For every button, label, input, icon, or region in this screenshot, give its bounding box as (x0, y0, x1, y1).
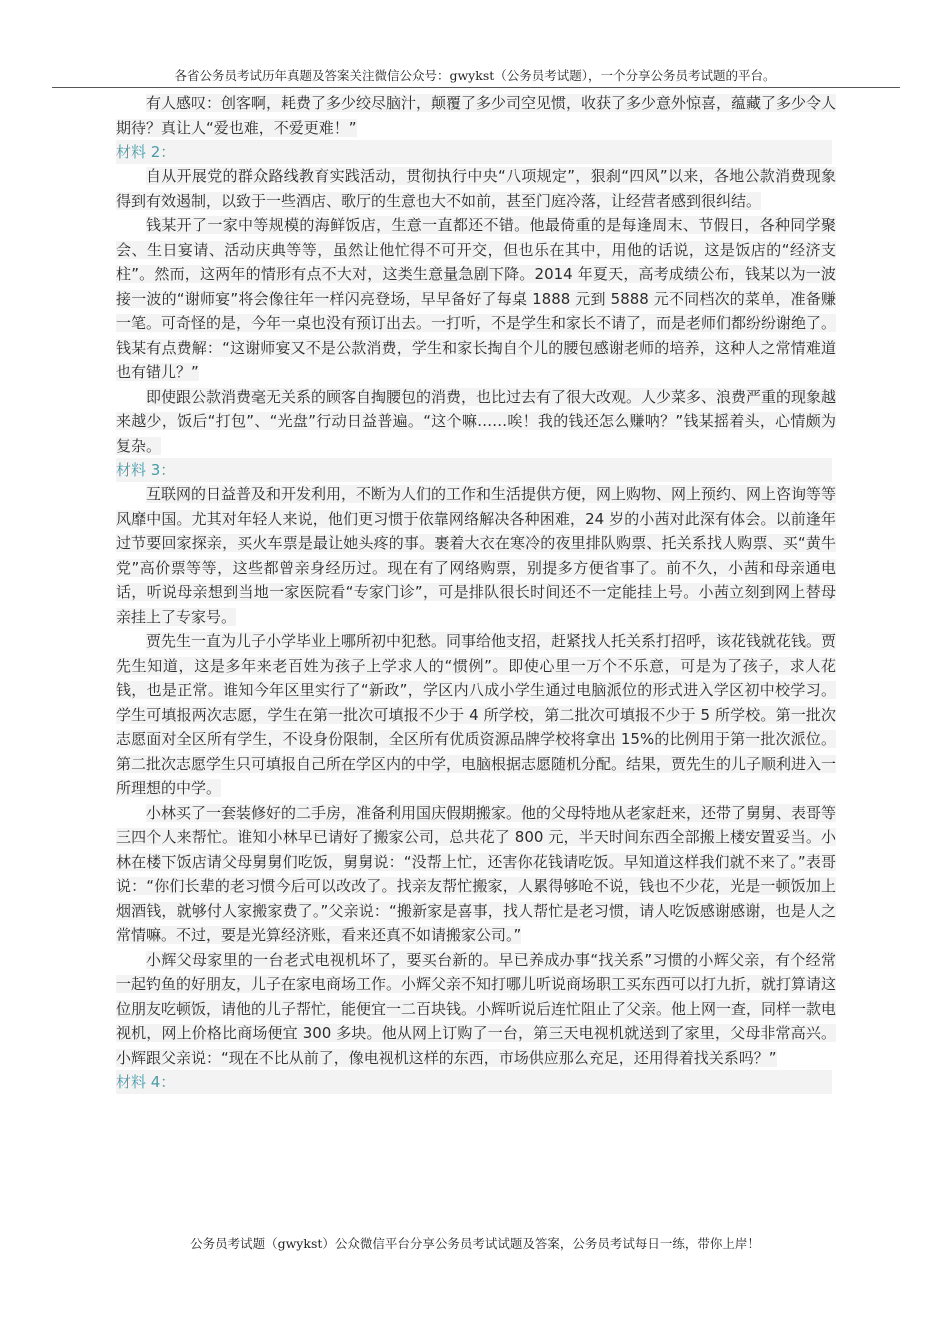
section-heading: 材料 2： (116, 140, 832, 164)
document-body (116, 91, 836, 1094)
section-heading: 材料 3： (116, 458, 832, 482)
page-header: 各省公务员考试历年真题及答案关注微信公众号：gwykst（公务员考试题），一个分享公务员考试题的平台。 (174, 68, 776, 83)
paragraph: 有人感叹：创客啊，耗费了多少绞尽脑汁，颠覆了多少司空见惯，收获了多少意外惊喜，蕴藏了多少令人期待？真让人“爱也难，不爱更难！” (116, 94, 837, 137)
paragraph: 小辉父母家里的一台老式电视机坏了，要买台新的。早已养成办事“找关系”习惯的小辉父亲，有个经常一起钓鱼的好朋友，儿子在家电商场工作。小辉父亲不知打哪儿听说商场职工买东西可以打九折，就打算请这位朋友吃顿饭，请他的儿子帮忙，能便宜一二百块钱。小辉听说后连忙阻止了父亲。他上网一查，同样一款电视机，网上价格比商场便宜 300 多块。他从网上订购了一台，第三天电视机就送到了家里，父母非常高兴。小辉跟父亲说：“现在不比从前了，像电视机这样的东西，市场供应那么充足，还用得着找关系吗？” (116, 950, 837, 1067)
paragraph: 即使跟公款消费毫无关系的顾客自掏腰包的消费，也比过去有了很大改观。人少菜多、浪费严重的现象越来越少，饭后“打包”、“光盘”行动日益普遍。“这个嘛……唉！我的钱还怎么赚呐？”钱某摇着头，心情颇为复杂。 (116, 387, 837, 455)
paragraph: 钱某开了一家中等规模的海鲜饭店，生意一直都还不错。他最倚重的是每逢周末、节假日，各种同学聚会、生日宴请、活动庆典等等，虽然让他忙得不可开交，但也乐在其中，用他的话说，这是饭店的“经济支柱”。然而，这两年的情形有点不大对，这类生意量急剧下降。2014 年夏天，高考成绩公布，钱某以为一波接一波的“谢师宴”将会像往年一样闪亮登场，早早备好了每桌 1888 元到 5888 元不同档次的菜单，准备赚一笔。可奇怪的是，今年一桌也没有预订出去。一打听，不是学生和家长不请了，而是老师们都纷纷谢绝了。钱某有点费解：“这谢师宴又不是公款消费，学生和家长掏自个儿的腰包感谢老师的培养，这种人之常情难道也有错儿？” (116, 216, 837, 381)
header-divider (52, 87, 900, 88)
paragraph: 小林买了一套装修好的二手房，准备利用国庆假期搬家。他的父母特地从老家赶来，还带了舅舅、表哥等三四个人来帮忙。谁知小林早已请好了搬家公司，总共花了 800 元，半天时间东西全部搬上楼安置妥当。小林在楼下饭店请父母舅舅们吃饭，舅舅说：“没帮上忙，还害你花钱请吃饭。早知道这样我们就不来了。”表哥说：“你们长辈的老习惯今后可以改改了。找亲友帮忙搬家，人累得够呛不说，钱也不少花，光是一顿饭加上烟酒钱，就够付人家搬家费了。”父亲说：“搬新家是喜事，找人帮忙是老习惯，请人吃饭感谢感谢，也是人之常情嘛。不过，要是光算经济账，看来还真不如请搬家公司。” (116, 803, 837, 944)
page-footer: 公务员考试题（gwykst）公众微信平台分享公务员考试试题及答案，公务员考试每日一练，带你上岸！ (190, 1236, 760, 1251)
section-heading: 材料 4： (116, 1070, 832, 1094)
paragraph: 贾先生一直为儿子小学毕业上哪所初中犯愁。同事给他支招，赶紧找人托关系打招呼，该花钱就花钱。贾先生知道，这是多年来老百姓为孩子上学求人的“惯例”。即使心里一万个不乐意，可是为了孩子，求人花钱，也是正常。谁知今年区里实行了“新政”，学区内八成小学生通过电脑派位的形式进入学区初中校学习。学生可填报两次志愿，学生在第一批次可填报不少于 4 所学校，第二批次可填报不少于 5 所学校。第一批次志愿面对全区所有学生，不设身份限制，全区所有优质资源品牌学校将拿出 15%的比例用于第一批次派位。第二批次志愿学生只可填报自己所在学区内的中学，电脑根据志愿随机分配。结果，贾先生的儿子顺利进入一所理想的中学。 (116, 632, 837, 797)
paragraph: 自从开展党的群众路线教育实践活动，贯彻执行中央“八项规定”，狠刹“四风”以来，各地公款消费现象得到有效遏制，以致于一些酒店、歌厅的生意也大不如前，甚至门庭冷落，让经营者感到很纠结。 (116, 167, 836, 210)
paragraph: 互联网的日益普及和开发利用，不断为人们的工作和生活提供方便，网上购物、网上预约、网上咨询等等风靡中国。尤其对年轻人来说，他们更习惯于依靠网络解决各种困难，24 岁的小茜对此深有体会。以前逢年过节要回家探亲，买火车票是最让她头疼的事。裹着大衣在寒冷的夜里排队购票、托关系找人购票、买“黄牛党”高价票等等，这些都曾亲身经历过。现在有了网络购票，别提多方便省事了。前不久，小茜和母亲通电话，听说母亲想到当地一家医院看“专家门诊”，可是排队很长时间还不一定能挂上号。小茜立刻到网上替母亲挂上了专家号。 (116, 485, 837, 626)
